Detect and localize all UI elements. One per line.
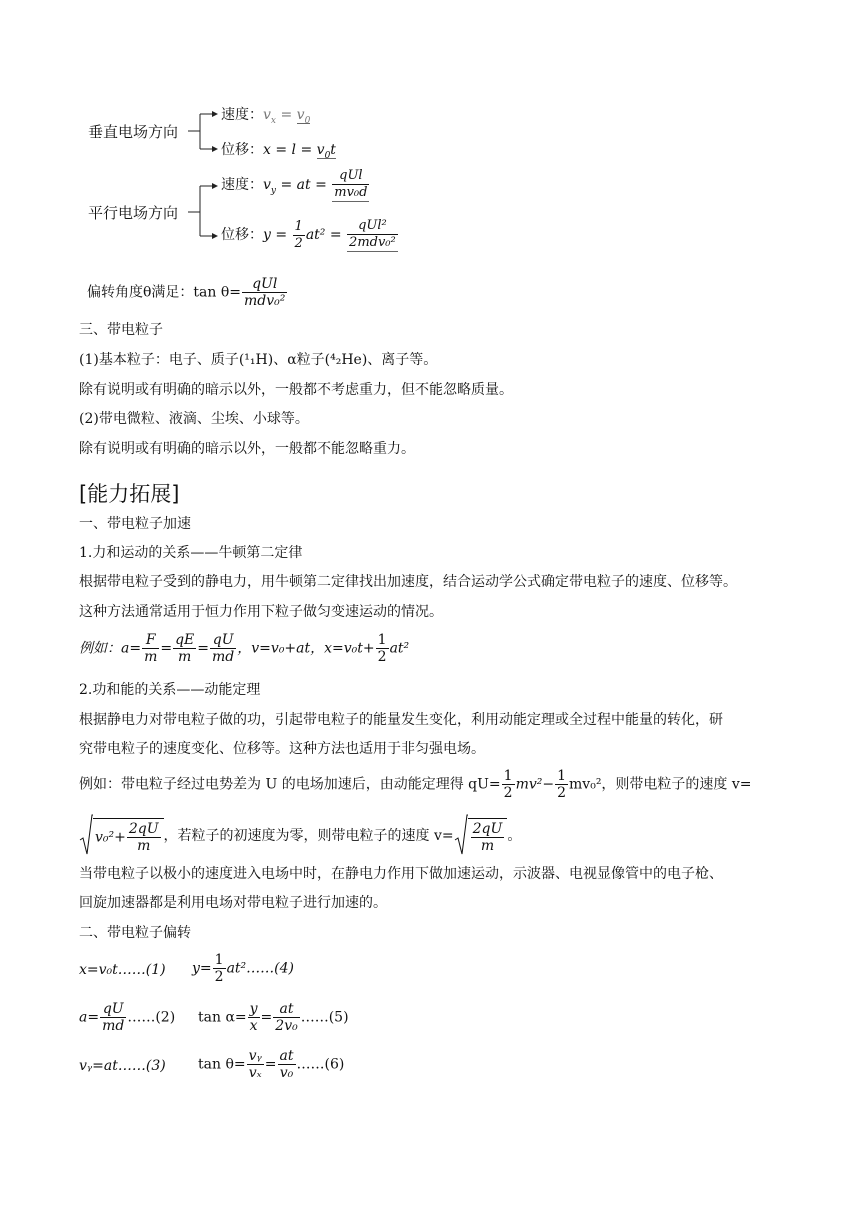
sec3-paragraph-3: (2)带电微粒、液滴、尘埃、小球等。	[79, 411, 309, 427]
s1-paragraph-5: 当带电粒子以极小的速度进入电场中时，在静电力作用下做加速运动，示波器、电视显像管中的电子枪、	[79, 866, 723, 882]
equation-5: tan α= $\frac{y}{x}$ = $\frac{at}{\text{2v₀}}$ ……(5)	[198, 1001, 349, 1034]
sec3-paragraph-4: 除有说明或有明确的暗示以外，一般都不能忽略重力。	[79, 441, 415, 457]
para-velocity-label: 速度：	[221, 177, 263, 193]
radical-1: v₀²+ $\frac{2qU}{m}$	[79, 818, 164, 854]
deflection-angle-formula: 偏转角度θ满足：tan θ= $\frac{\text{qUl}}{\text{mdv₀²}}$	[87, 276, 286, 309]
perp-velocity-formula: $v_x = v_0$	[263, 107, 311, 126]
sec3-title: 三、带电粒子	[79, 322, 163, 338]
example-1-formula: 例如：a= $\frac{F}{m}$ = $\frac{qE}{m}$ = $\frac{qU}{md}$ ，v=v₀+at，x=v₀t+ $\frac{1}{2}$ at²	[79, 632, 410, 665]
perp-displacement-formula: $x = l = v_0t$	[263, 142, 336, 161]
sec3-paragraph-1: (1)基本粒子：电子、质子(¹₁H)、α粒子(⁴₂He)、离子等。	[79, 352, 438, 368]
s1-paragraph-3: 根据静电力对带电粒子做的功，引起带电粒子的能量发生变化，利用动能定理或全过程中能量的转化，研	[79, 712, 723, 728]
equation-2: a= $\frac{qU}{md}$ ……(2)	[79, 1001, 176, 1034]
equation-6: tan θ= $\frac{\text{vᵧ}}{\text{vₓ}}$ = $\frac{at}{\text{v₀}}$ ……(6)	[198, 1048, 345, 1081]
para-displacement-formula: y = $\frac{1}{2}$ at² = $\frac{\text{qUl²}}{\text{2mdv₀²}}$	[263, 218, 396, 251]
s1-paragraph-1: 根据带电粒子受到的静电力，用牛顿第二定律找出加速度，结合运动学公式确定带电粒子的速度、位移等。	[79, 574, 737, 590]
para-velocity-formula: $v_y$ = at = $\frac{\text{qUl}}{\text{mv₀d}}$	[263, 168, 368, 200]
s1-subtitle-1: 1.力和运动的关系——牛顿第二定律	[79, 545, 303, 561]
perp-displacement-label: 位移：	[221, 142, 263, 158]
radical-2: $\frac{2qU}{m}$	[454, 818, 508, 854]
s2-title: 二、带电粒子偏转	[79, 925, 191, 941]
perp-velocity-label: 速度：	[221, 107, 263, 123]
para-velocity-item	[221, 168, 370, 202]
s1-subtitle-2: 2.功和能的关系——动能定理	[79, 682, 261, 698]
para-displacement-item	[221, 218, 399, 252]
equation-1: x=v₀t……(1)	[79, 962, 166, 978]
ability-extension-heading: [能力拓展]	[79, 482, 180, 506]
perp-direction-label: 垂直电场方向	[88, 123, 179, 141]
para-direction-label: 平行电场方向	[88, 204, 179, 222]
perp-displacement-item	[221, 139, 336, 161]
sec3-paragraph-2: 除有说明或有明确的暗示以外，一般都不考虑重力，但不能忽略质量。	[79, 382, 513, 398]
para-displacement-label: 位移：	[221, 227, 263, 243]
equation-4: y= $\frac{1}{2}$ at²……(4)	[192, 952, 294, 985]
equation-3: vᵧ=at……(3)	[79, 1058, 166, 1074]
example-2-continuation: v₀²+ $\frac{2qU}{m}$ ，若粒子的初速度为零，则带电粒子的速度 v= $\frac{2qU}{m}$ 。	[79, 818, 521, 854]
s1-paragraph-2: 这种方法通常适用于恒力作用下粒子做匀变速运动的情况。	[79, 604, 443, 620]
s1-paragraph-6: 回旋加速器都是利用电场对带电粒子进行加速的。	[79, 895, 387, 911]
perp-velocity-item	[221, 104, 310, 126]
s1-paragraph-4: 究带电粒子的速度变化、位移等。这种方法也适用于非匀强电场。	[79, 741, 485, 757]
example-2-formula: 例如：带电粒子经过电势差为 U 的电场加速后，由动能定理得 qU= $\frac{1}{2}$ mv²− $\frac{1}{2}$ mv₀²，则带电粒子的速度 v=	[79, 768, 752, 801]
s1-title: 一、带电粒子加速	[79, 516, 191, 532]
